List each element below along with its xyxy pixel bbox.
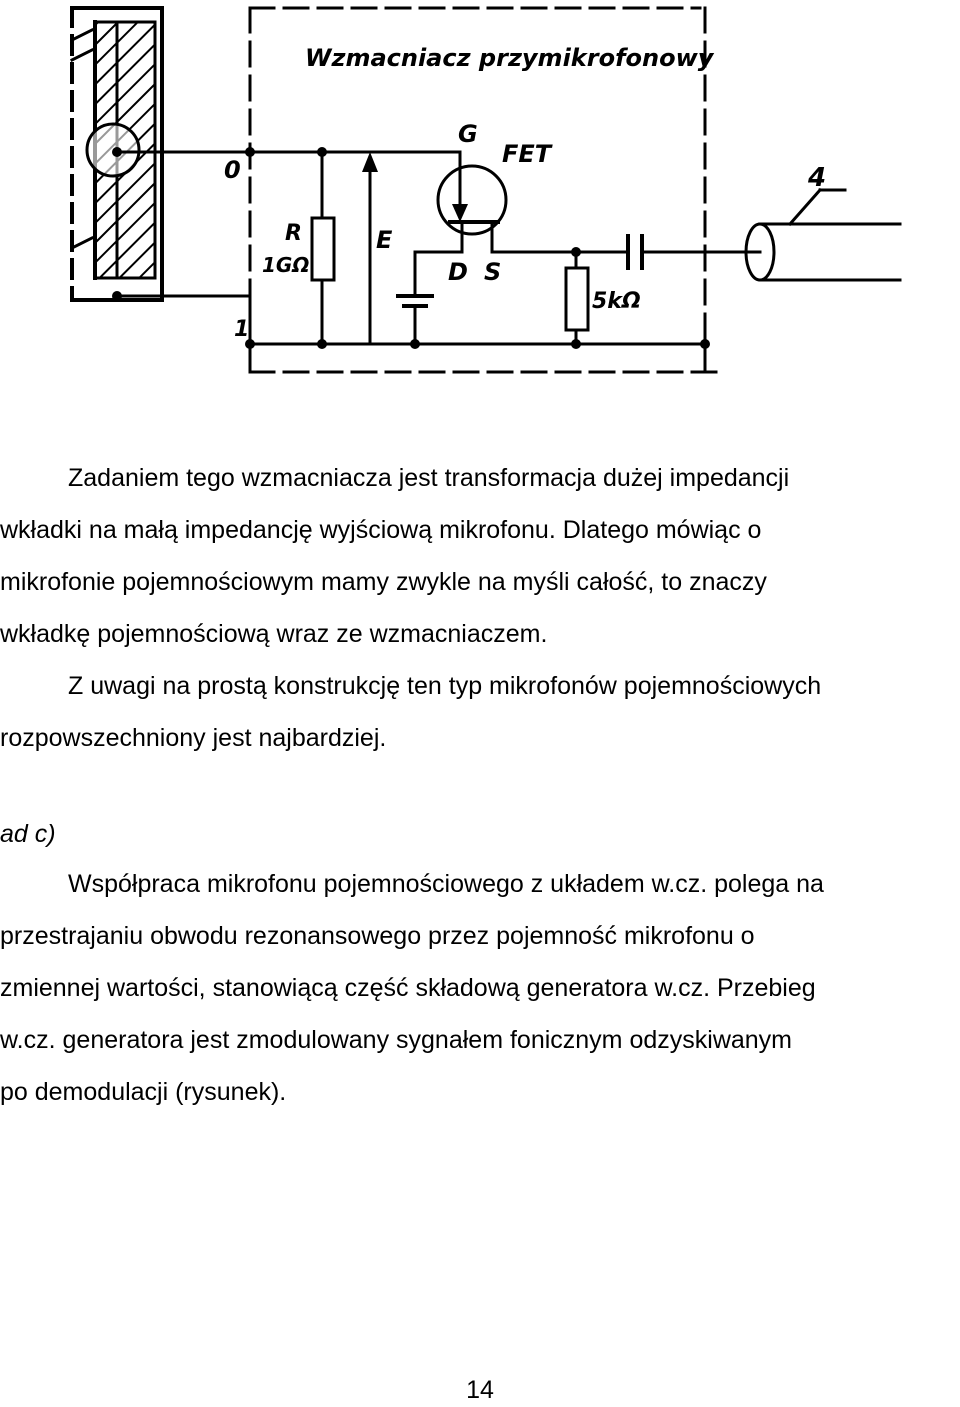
node-0-label: 0 <box>224 156 241 184</box>
paragraph-line: po demodulacji (rysunek). <box>0 1078 287 1106</box>
cable-label: 4 <box>808 163 827 193</box>
paragraph-line: mikrofonie pojemnościowym mamy zwykle na myśli całość, to znaczy <box>0 568 767 596</box>
paragraph-2 <box>0 660 960 764</box>
paragraph-line: wkładkę pojemnościową wraz ze wzmacniaczem. <box>0 620 548 648</box>
section-heading-block <box>0 808 960 860</box>
voltage-label: E <box>376 226 393 254</box>
paragraph-line: zmiennej wartości, stanowiącą część składową generatora w.cz. Przebieg <box>0 974 816 1002</box>
paragraph-line: Zadaniem tego wzmacniacza jest transformacja dużej impedancji <box>68 464 790 492</box>
paragraph-3 <box>0 858 960 1118</box>
fet-label: FET <box>502 140 552 168</box>
node-1-label: 1 <box>234 317 250 342</box>
gate-label: G <box>458 120 478 148</box>
section-heading: ad c) <box>0 820 56 848</box>
paragraph-line: Współpraca mikrofonu pojemnościowego z układem w.cz. polega na <box>68 870 824 898</box>
source-label: S <box>484 258 502 286</box>
paragraph-line: przestrajaniu obwodu rezonansowego przez pojemność mikrofonu o <box>0 922 755 950</box>
paragraph-line: Z uwagi na prostą konstrukcję ten typ mikrofonów pojemnościowych <box>68 672 822 700</box>
paragraph-1 <box>0 452 960 660</box>
paragraph-line: rozpowszechniony jest najbardziej. <box>0 724 387 752</box>
drain-label: D <box>448 258 468 286</box>
resistor-name-label: R <box>285 221 302 246</box>
source-resistor-label: 5kΩ <box>592 289 641 314</box>
paragraph-line: wkładki na małą impedancję wyjściową mikrofonu. Dlatego mówiąc o <box>0 516 762 544</box>
schematic-title: Wzmacniacz przymikrofonowy <box>305 44 714 72</box>
page-number: 14 <box>466 1376 494 1404</box>
amplifier-schematic <box>0 0 960 400</box>
paragraph-line: w.cz. generatora jest zmodulowany sygnałem fonicznym odzyskiwanym <box>0 1026 793 1054</box>
resistor-value-label: 1GΩ <box>262 253 310 277</box>
